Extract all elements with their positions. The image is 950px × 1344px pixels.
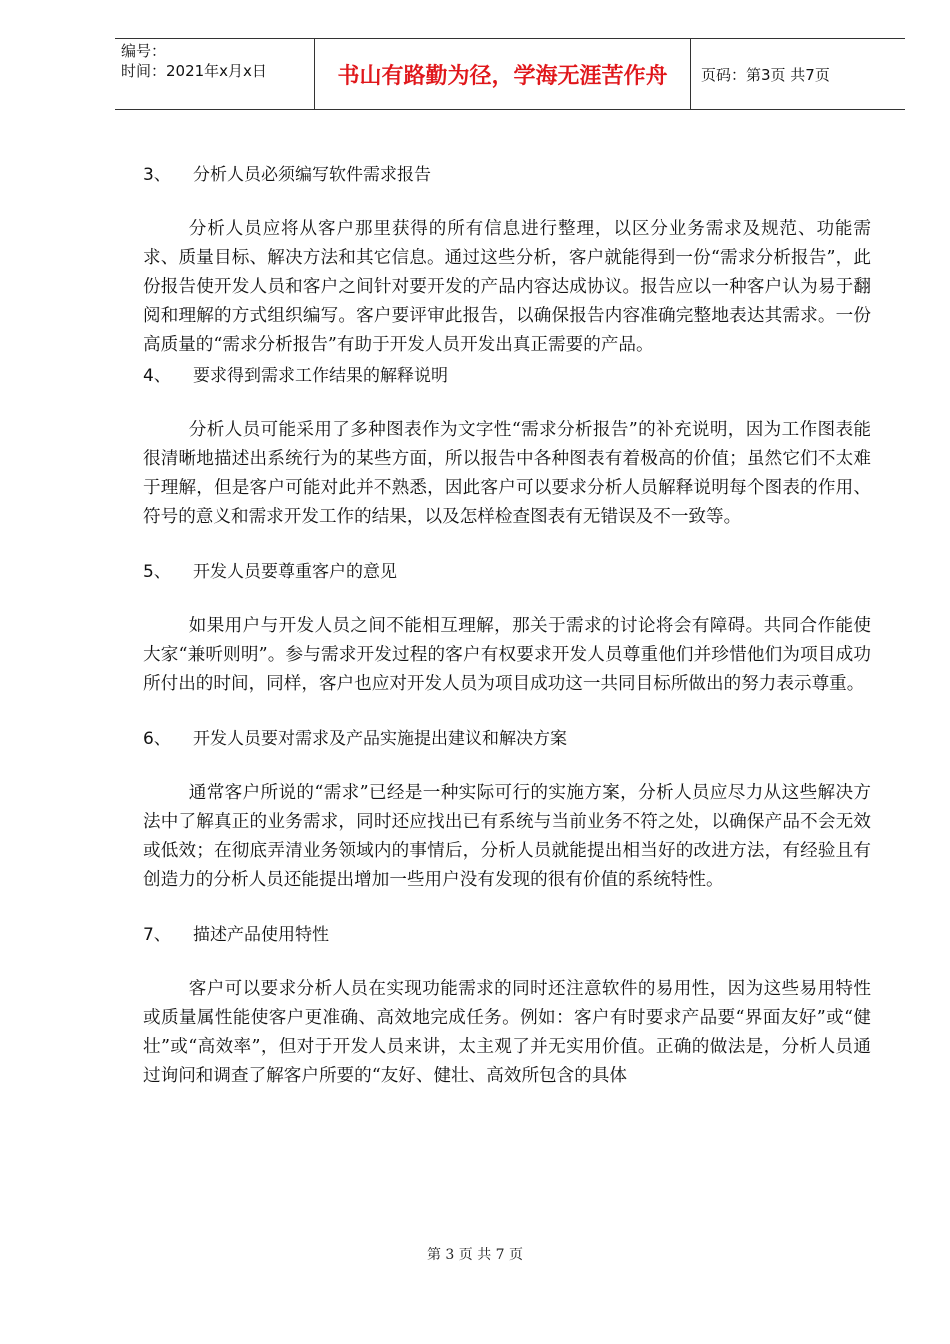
section-body-6: 通常客户所说的“需求”已经是一种实际可行的实施方案，分析人员应尽力从这些解决方法中了解真正的业务需求，同时还应找出已有系统与当前业务不符之处，以确保产品不会无效或低效；在彻底弄清业务领域内的事情后，分析人员就能提出相当好的改进方法，有经验且有创造力的分析人员还能提出增加一些用户没有发现的很有价值的系统特性。 [143,783,871,890]
serial-label: 编号： [121,42,167,60]
section-body-4: 分析人员可能采用了多种图表作为文字性“需求分析报告”的补充说明，因为工作图表能很清晰地描述出系统行为的某些方面，所以报告中各种图表有着极高的价值；虽然它们不太难于理解，但是客户可能对此并不熟悉，因此客户可以要求分析人员解释说明每个图表的作用、符号的意义和需求开发工作的结果，以及怎样检查图表有无错误及不一致等。 [143,420,871,527]
header-motto: 书山有路勤为径，学海无涯苦作舟 [315,39,691,109]
document-body [143,155,871,1091]
section-body-7: 客户可以要求分析人员在实现功能需求的同时还注意软件的易用性，因为这些易用特性或质量属性能使客户更准确、高效地完成任务。例如：客户有时要求产品要“界面友好”或“健壮”或“高效率”，但对于开发人员来讲，太主观了并无实用价值。正确的做法是，分析人员通过询问和调查了解客户所要的“友好、健壮、高效所包含的具体 [143,979,871,1086]
section-heading-4: 4、 要求得到需求工作结果的解释说明 [143,366,448,386]
header-page-info: 页码：第3页 共7页 [701,65,830,84]
section-body-3: 分析人员应将从客户那里获得的所有信息进行整理，以区分业务需求及规范、功能需求、质量目标、解决方法和其它信息。通过这些分析，客户就能得到一份“需求分析报告”，此份报告使开发人员和客户之间针对要开发的产品内容达成协议。报告应以一种客户认为易于翻阅和理解的方式组织编写。客户要评审此报告，以确保报告内容准确完整地表达其需求。一份高质量的“需求分析报告”有助于开发人员开发出真正需要的产品。 [143,219,871,355]
time-label: 时间：2021年x月x日 [121,62,267,80]
section-body-5: 如果用户与开发人员之间不能相互理解，那关于需求的讨论将会有障碍。共同合作能使大家“兼听则明”。参与需求开发过程的客户有权要求开发人员尊重他们并珍惜他们为项目成功所付出的时间，同样，客户也应对开发人员为项目成功这一共同目标所做出的努力表示尊重。 [143,616,871,694]
page-footer: 第 3 页 共 7 页 [426,1247,524,1263]
section-heading-3: 3、 分析人员必须编写软件需求报告 [143,165,431,185]
section-heading-6: 6、 开发人员要对需求及产品实施提出建议和解决方案 [143,729,567,749]
section-heading-7: 7、 描述产品使用特性 [143,925,329,945]
section-heading-5: 5、 开发人员要尊重客户的意见 [143,562,397,582]
header-meta [115,39,315,109]
page-header [115,38,905,110]
